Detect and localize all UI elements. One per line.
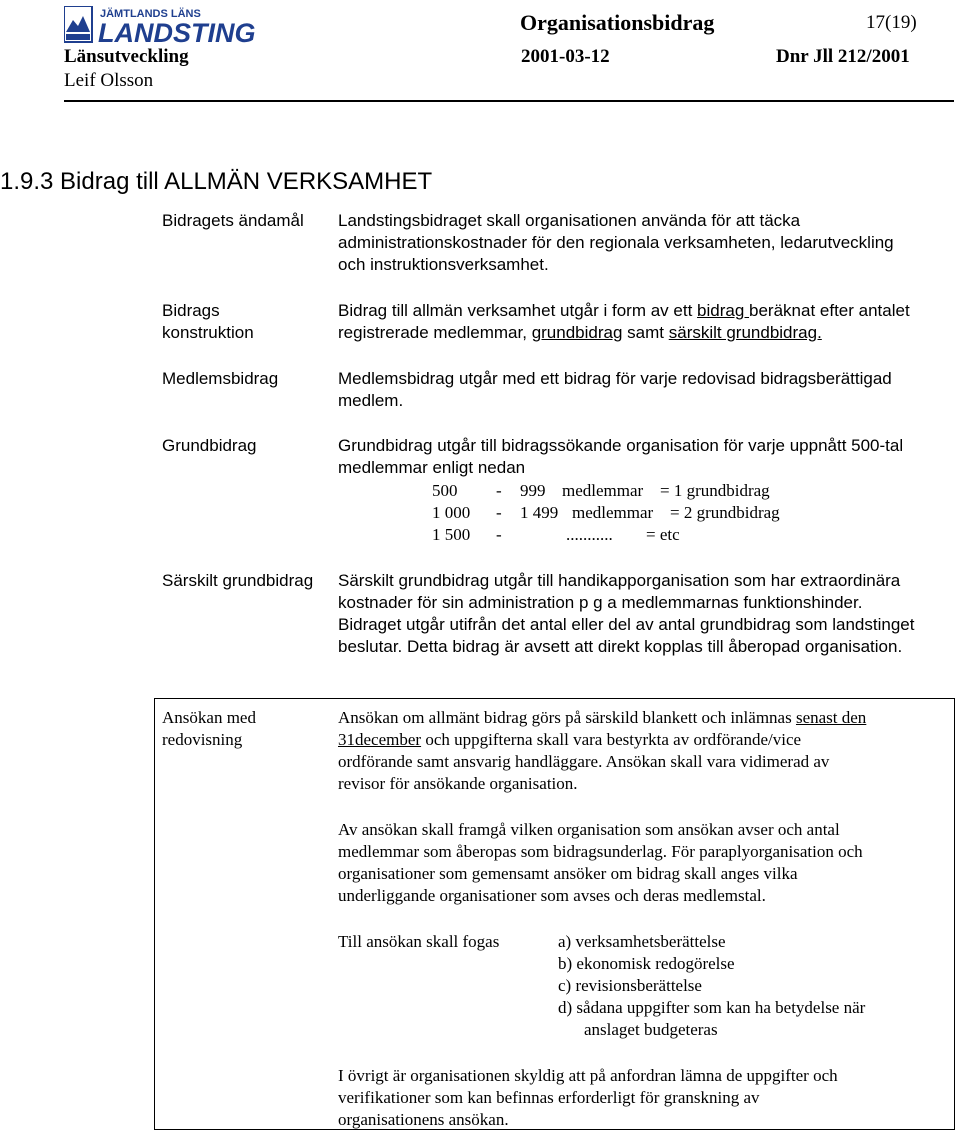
link-bidrag: bidrag xyxy=(697,301,750,320)
label-andamal: Bidragets ändamål xyxy=(162,211,304,230)
andamal-line: och instruktionsverksamhet. xyxy=(338,255,549,274)
department: Länsutveckling xyxy=(64,46,189,67)
sarskilt-line: beslutar. Detta bidrag är avsett att direkt kopplas till åberopad organisation. xyxy=(338,637,903,656)
table-dash: - xyxy=(496,525,502,544)
document-date: 2001-03-12 xyxy=(521,46,610,67)
table-row xyxy=(432,524,832,546)
attachments-list xyxy=(558,931,865,1041)
author-name: Leif Olsson xyxy=(64,70,154,91)
text-run: beräknat efter antalet xyxy=(749,301,910,320)
grundbidrag-line: Grundbidrag utgår till bidragssökande organisation för varje uppnått 500-tal xyxy=(338,436,904,455)
paragraph-line: underliggande organisationer som avses och deras medlemstal. xyxy=(338,886,766,905)
paragraph-line: Av ansökan skall framgå vilken organisation som ansökan avser och antal xyxy=(338,820,840,839)
section-title: 1.9.3 Bidrag till ALLMÄN VERKSAMHET xyxy=(0,168,433,195)
application-box xyxy=(154,698,955,1130)
deadline-text: senast den xyxy=(795,708,867,727)
list-item: d) sådana uppgifter som kan ha betydelse när xyxy=(558,998,866,1017)
sarskilt-line: Bidraget utgår utifrån det antal eller del av antal grundbidrag som landstinget xyxy=(338,615,915,634)
page-number: 17(19) xyxy=(866,12,917,33)
box-label-line2: redovisning xyxy=(162,730,243,749)
landsting-logo xyxy=(64,6,262,44)
document-title: Organisationsbidrag xyxy=(520,10,715,35)
box-paragraph-1 xyxy=(338,707,866,795)
box-label xyxy=(162,707,256,751)
list-item: a) verksamhetsberättelse xyxy=(558,932,726,951)
text-run: Bidrag till allmän verksamhet utgår i form av ett xyxy=(338,301,698,320)
link-sarskilt-grundbidrag: särskilt grundbidrag. xyxy=(668,323,822,342)
header-rule xyxy=(64,100,954,102)
medlemsbidrag-text xyxy=(338,368,892,412)
paragraph-line: revisor för ansökande organisation. xyxy=(338,774,578,793)
text-run: registrerade medlemmar, xyxy=(338,323,532,342)
sarskilt-line: kostnader för sin administration p g a medlemmarnas funktionshinder. xyxy=(338,593,863,612)
text-run: samt xyxy=(622,323,669,342)
box-paragraph-2 xyxy=(338,819,863,907)
paragraph-line: I övrigt är organisationen skyldig att på anfordran lämna de uppgifter och xyxy=(338,1066,838,1085)
box-label-line1: Ansökan med xyxy=(162,708,256,727)
label-grundbidrag: Grundbidrag xyxy=(162,436,257,455)
label-sarskilt: Särskilt grundbidrag xyxy=(162,571,314,590)
table-result: = etc xyxy=(646,525,680,544)
table-unit: medlemmar xyxy=(572,503,654,522)
link-grundbidrag: grundbidrag xyxy=(531,323,623,342)
text-run: och uppgifterna skall vara bestyrkta av ordförande/vice xyxy=(421,730,802,749)
andamal-text xyxy=(338,210,894,276)
table-from: 500 xyxy=(432,481,458,500)
box-paragraph-3 xyxy=(338,1065,838,1131)
table-to: 1 499 xyxy=(520,503,559,522)
medlemsbidrag-line: medlem. xyxy=(338,391,404,410)
paragraph-line: organisationer som gemensamt ansöker om bidrag skall anges vilka xyxy=(338,864,798,883)
medlemsbidrag-line: Medlemsbidrag utgår med ett bidrag för varje redovisad bidragsberättigad xyxy=(338,369,892,388)
table-to: 999 xyxy=(520,481,546,500)
table-row xyxy=(432,502,832,524)
table-dash: - xyxy=(496,481,502,500)
logo-mark xyxy=(64,6,262,44)
table-from: 1 000 xyxy=(432,503,471,522)
document-dnr: Dnr Jll 212/2001 xyxy=(776,46,910,67)
grundbidrag-table xyxy=(432,480,832,546)
label-konstruktion-line2: konstruktion xyxy=(162,323,254,342)
table-result: = 2 grundbidrag xyxy=(670,503,780,522)
sarskilt-text xyxy=(338,570,914,658)
grundbidrag-line: medlemmar enligt nedan xyxy=(338,458,526,477)
paragraph-line: verifikationer som kan befinnas erforderligt för granskning av xyxy=(338,1088,760,1107)
logo-top-text: JÄMTLANDS LÄNS xyxy=(100,8,201,20)
label-konstruktion-line1: Bidrags xyxy=(162,301,220,320)
logo-main-text: LANDSTING xyxy=(98,18,256,44)
table-result: = 1 grundbidrag xyxy=(660,481,770,500)
label-konstruktion xyxy=(162,300,254,344)
paragraph-line: organisationens ansökan. xyxy=(338,1110,509,1129)
table-dash: - xyxy=(496,503,502,522)
deadline-date: 31december xyxy=(338,730,422,749)
table-to: ........... xyxy=(566,525,613,544)
andamal-line: Landstingsbidraget skall organisationen använda för att täcka xyxy=(338,211,801,230)
text-run: Ansökan om allmänt bidrag görs på särskild blankett och inlämnas xyxy=(338,708,796,727)
paragraph-line: ordförande samt ansvarig handläggare. Ansökan skall vara vidimerad av xyxy=(338,752,830,771)
label-medlemsbidrag: Medlemsbidrag xyxy=(162,369,279,388)
list-item-continuation: anslaget budgeteras xyxy=(584,1020,718,1039)
konstruktion-text xyxy=(338,300,910,344)
table-unit: medlemmar xyxy=(562,481,644,500)
list-item: b) ekonomisk redogörelse xyxy=(558,954,735,973)
sarskilt-line: Särskilt grundbidrag utgår till handikapporganisation som har extraordinära xyxy=(338,571,901,590)
table-from: 1 500 xyxy=(432,525,471,544)
list-item: c) revisionsberättelse xyxy=(558,976,702,995)
andamal-line: administrationskostnader för den regionala verksamheten, ledarutveckling xyxy=(338,233,894,252)
grundbidrag-text xyxy=(338,435,903,479)
attachments-label: Till ansökan skall fogas xyxy=(338,932,500,951)
table-row xyxy=(432,480,832,502)
paragraph-line: medlemmar som åberopas som bidragsunderlag. För paraplyorganisation och xyxy=(338,842,863,861)
